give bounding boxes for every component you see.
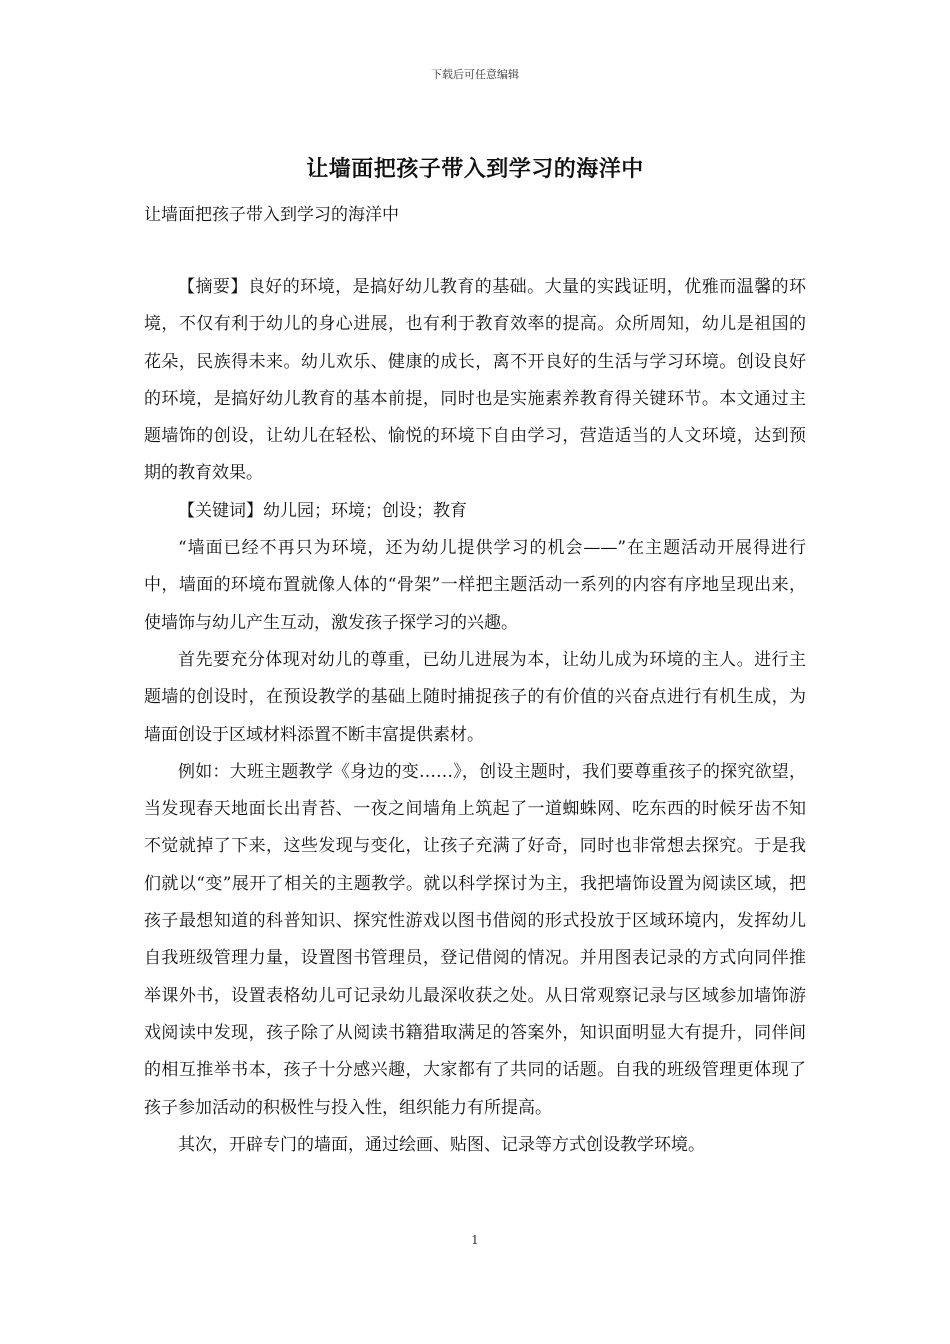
abstract-paragraph: 【摘要】良好的环境，是搞好幼儿教育的基础。大量的实践证明，优雅而温馨的环境，不仅有利于幼儿的身心进展，也有利于教育效率的提高。众所周知，幼儿是祖国的花朵，民族得未来。幼儿欢乐、健康的成长，离不开良好的生活与学习环境。创设良好的环境，是搞好幼儿教育的基本前提，同时也是实施素养教育得关键环节。本文通过主题墙饰的创设，让幼儿在轻松、愉悦的环境下自由学习，营造适当的人文环境，达到预期的教育效果。 [144, 277, 806, 484]
header-note: 下载后可任意编辑 [431, 68, 519, 81]
body-paragraph: 例如：大班主题教学《身边的变……》，创设主题时，我们要尊重孩子的探究欲望，当发现春天地面长出青苔、一夜之间墙角上筑起了一道蜘蛛网、吃东西的时候牙齿不知不觉就掉了下来，这些发现与变化，让孩子充满了好奇，同时也非常想去探究。于是我们就以“变”展开了相关的主题教学。就以科学探讨为主，我把墙饰设置为阅读区域，把孩子最想知道的科普知识、探究性游戏以图书借阅的形式投放于区域环境内，发挥幼儿自我班级管理力量，设置图书管理员，登记借阅的情况。并用图表记录的方式向同伴推举课外书，设置表格幼儿可记录幼儿最深收获之处。从日常观察记录与区域参加墙饰游戏阅读中发现，孩子除了从阅读书籍猎取满足的答案外，知识面明显大有提升，同伴间的相互推举书本，孩子十分感兴趣，大家都有了共同的话题。自我的班级管理更体现了孩子参加活动的积极性与投入性，组织能力有所提高。 [144, 761, 806, 1118]
body-paragraph: 首先要充分体现对幼儿的尊重，已幼儿进展为本，让幼儿成为环境的主人。进行主题墙的创设时，在预设教学的基础上随时捕捉孩子的有价值的兴奋点进行有机生成，为墙面创设于区域材料添置不断丰富提供素材。 [144, 649, 806, 745]
document-subtitle: 让墙面把孩子带入到学习的海洋中 [144, 205, 399, 225]
body-paragraph: “墙面已经不再只为环境，还为幼儿提供学习的机会——”在主题活动开展得进行中，墙面的环境布置就像人体的“骨架”一样把主题活动一系列的内容有序地呈现出来，使墙饰与幼儿产生互动，激发孩子探学习的兴趣。 [144, 538, 806, 633]
body-paragraph: 其次，开辟专门的墙面，通过绘画、贴图、记录等方式创设教学环境。 [178, 1134, 705, 1155]
keywords-paragraph: 【关键词】幼儿园；环境；创设；教育 [178, 500, 467, 521]
document-title: 让墙面把孩子带入到学习的海洋中 [306, 156, 644, 182]
page-number: 1 [471, 1233, 479, 1247]
document-body [144, 269, 806, 1164]
